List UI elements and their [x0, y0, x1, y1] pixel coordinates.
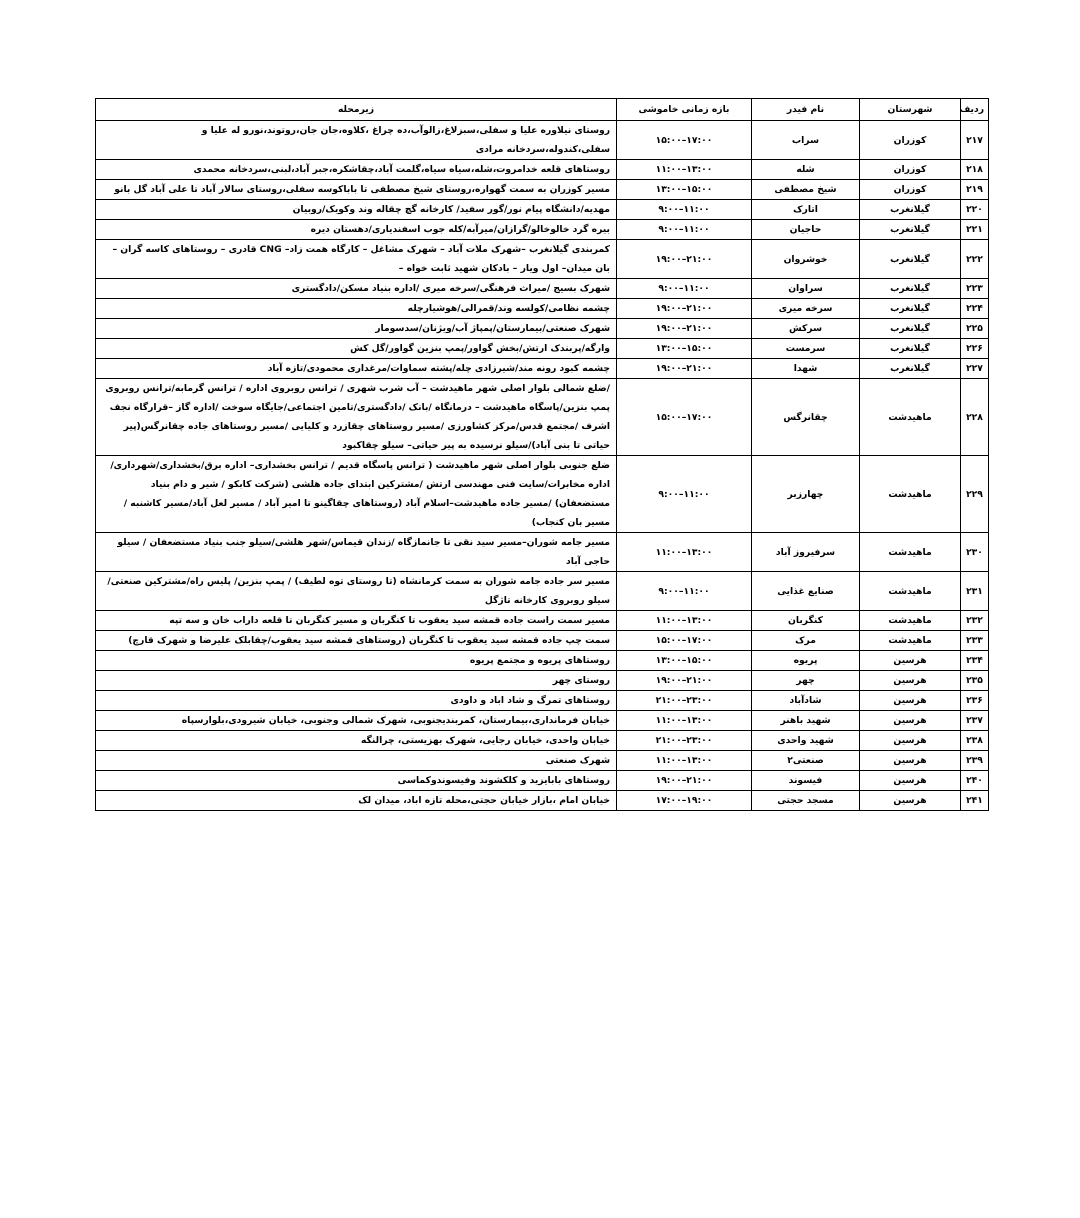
cell-city: هرسین — [860, 771, 961, 791]
cell-feeder: صنایع غذایی — [752, 572, 860, 611]
cell-feeder: پریوه — [752, 651, 860, 671]
cell-city: هرسین — [860, 691, 961, 711]
cell-feeder: مرک — [752, 631, 860, 651]
cell-city: ماهیدشت — [860, 456, 961, 533]
cell-row-number: ۲۱۷ — [961, 121, 989, 160]
cell-row-number: ۲۴۰ — [961, 771, 989, 791]
cell-area: روستاهای تمرگ و شاد اباد و داودی — [96, 691, 617, 711]
cell-area: شهرک بسیج /میراث فرهنگی/سرخه میری /اداره بنیاد مسکن/دادگستری — [96, 279, 617, 299]
table-row — [96, 180, 989, 200]
cell-city: کوزران — [860, 160, 961, 180]
header-feeder: نام فیدر — [752, 99, 860, 121]
cell-outage-time: ۱۹:۰۰–۲۱:۰۰ — [617, 771, 752, 791]
cell-area: خیابان واحدی، خیابان رجایی، شهرک بهزیستی، چرالنگه — [96, 731, 617, 751]
cell-outage-time: ۱۳:۰۰–۱۵:۰۰ — [617, 180, 752, 200]
cell-area: روستای نیلاوره علیا و سفلی،سبزلاغ،زالوآب،ده چراغ ،کلاوه،جان جان،روتوند،نورو له علیا و سفلی،کندوله،سردخانه مرادی — [96, 121, 617, 160]
cell-city: هرسین — [860, 751, 961, 771]
cell-feeder: حاجیان — [752, 220, 860, 240]
cell-row-number: ۲۲۷ — [961, 359, 989, 379]
cell-feeder: مسجد حجتی — [752, 791, 860, 811]
table-row — [96, 456, 989, 533]
cell-feeder: سراب — [752, 121, 860, 160]
cell-city: ماهیدشت — [860, 379, 961, 456]
cell-outage-time: ۱۹:۰۰–۲۱:۰۰ — [617, 299, 752, 319]
outage-schedule-page — [95, 98, 988, 811]
table-row — [96, 220, 989, 240]
cell-area: سمت چپ جاده قمشه سید یعقوب تا کنگربان (روستاهای قمشه سید یعقوب/چقابلک علیرضا و شهرک قارچ) — [96, 631, 617, 651]
cell-row-number: ۲۲۹ — [961, 456, 989, 533]
header-outage-time: بازه زمانی خاموشی — [617, 99, 752, 121]
cell-outage-time: ۱۳:۰۰–۱۵:۰۰ — [617, 339, 752, 359]
cell-area: شهرک صنعتی — [96, 751, 617, 771]
cell-row-number: ۲۳۵ — [961, 671, 989, 691]
table-row — [96, 731, 989, 751]
cell-city: هرسین — [860, 651, 961, 671]
table-row — [96, 691, 989, 711]
table-row — [96, 771, 989, 791]
cell-feeder: شهدا — [752, 359, 860, 379]
cell-feeder: سرمست — [752, 339, 860, 359]
cell-area: کمربندی گیلانغرب –شهرک ملات آباد – شهرک مشاغل – کارگاه همت زاد– CNG قادری – روستاهای کاسه گران – بان میدان– اول ویار – بادکان شهید ثابت خواه – — [96, 240, 617, 279]
cell-area: بیره گرد خالوخالو/گرازان/میرآبه/کله جوب اسفندیاری/دهستان دیره — [96, 220, 617, 240]
table-row — [96, 671, 989, 691]
cell-feeder: شله — [752, 160, 860, 180]
cell-area: /ضلع شمالی بلوار اصلی شهر ماهیدشت – آب شرب شهری / ترانس روبروی اداره / ترانس گرمابه/ترانس روبروی پمپ بنزین/پاسگاه ماهیدشت – درمانگاه /بانک /دادگستری/تامین اجتماعی/جایگاه سوخت /اداره گاز –قرارگاه نجف اشرف /مجتمع قدس/مرکز کشاورزی /مسیر روستاهای چقازرد و کلیایی /مسیر روستاهای جاده چقانرگس(پیر حیاتی تا بنی آباد)/سیلو نرسیده به پیر حیاتی– سیلو چقاکبود — [96, 379, 617, 456]
cell-outage-time: ۹:۰۰–۱۱:۰۰ — [617, 279, 752, 299]
cell-outage-time: ۱۱:۰۰–۱۳:۰۰ — [617, 160, 752, 180]
table-row — [96, 200, 989, 220]
table-row — [96, 572, 989, 611]
cell-row-number: ۲۲۲ — [961, 240, 989, 279]
cell-city: ماهیدشت — [860, 533, 961, 572]
cell-outage-time: ۹:۰۰–۱۱:۰۰ — [617, 456, 752, 533]
cell-outage-time: ۱۵:۰۰–۱۷:۰۰ — [617, 379, 752, 456]
cell-feeder: چقانرگس — [752, 379, 860, 456]
cell-row-number: ۲۳۴ — [961, 651, 989, 671]
cell-area: روستاهای قلعه خدامروت،شله،سیاه سیاه،گلمت آباد،چقاشکره،جبر آباد،لبنی،سردخانه محمدی — [96, 160, 617, 180]
cell-area: مسیر سر جاده جامه شوران به سمت کرمانشاه (تا روستای توه لطیف) / پمپ بنزین/ پلیس راه/مشترکین صنعتی/سیلو روبروی کارخانه تاژگل — [96, 572, 617, 611]
cell-city: گیلانغرب — [860, 279, 961, 299]
cell-feeder: سرکش — [752, 319, 860, 339]
cell-outage-time: ۱۹:۰۰–۲۱:۰۰ — [617, 359, 752, 379]
table-row — [96, 240, 989, 279]
cell-feeder: چهر — [752, 671, 860, 691]
cell-feeder: سرفیروز آباد — [752, 533, 860, 572]
cell-city: گیلانغرب — [860, 200, 961, 220]
cell-city: گیلانغرب — [860, 339, 961, 359]
table-row — [96, 299, 989, 319]
cell-area: مسیر جامه شوران–مسیر سید نقی تا جانمازگاه /زندان قیماس/شهر هلشی/سیلو جنب بنیاد مستضعفان / سیلو حاجی آباد — [96, 533, 617, 572]
cell-area: مهدیه/دانشگاه پیام نور/گور سفید/ کارخانه گچ چقاله وند وکویک/روبیان — [96, 200, 617, 220]
cell-feeder: اتارک — [752, 200, 860, 220]
cell-row-number: ۲۲۰ — [961, 200, 989, 220]
cell-city: گیلانغرب — [860, 359, 961, 379]
cell-city: گیلانغرب — [860, 319, 961, 339]
cell-area: روستای چهر — [96, 671, 617, 691]
table-row — [96, 121, 989, 160]
cell-row-number: ۲۲۳ — [961, 279, 989, 299]
header-row-number: ردیف — [961, 99, 989, 121]
cell-outage-time: ۱۱:۰۰–۱۳:۰۰ — [617, 711, 752, 731]
cell-city: ماهیدشت — [860, 572, 961, 611]
cell-outage-time: ۱۳:۰۰–۱۵:۰۰ — [617, 651, 752, 671]
cell-outage-time: ۹:۰۰–۱۱:۰۰ — [617, 572, 752, 611]
cell-city: گیلانغرب — [860, 299, 961, 319]
cell-outage-time: ۱۷:۰۰–۱۹:۰۰ — [617, 791, 752, 811]
cell-row-number: ۲۳۶ — [961, 691, 989, 711]
table-row — [96, 791, 989, 811]
cell-city: هرسین — [860, 671, 961, 691]
table-body — [96, 121, 989, 811]
cell-feeder: شیخ مصطفی — [752, 180, 860, 200]
cell-area: وارگه/پربندک ارتش/بخش گواور/پمپ بنزین گواور/گل کش — [96, 339, 617, 359]
cell-outage-time: ۱۵:۰۰–۱۷:۰۰ — [617, 121, 752, 160]
header-city: شهرستان — [860, 99, 961, 121]
cell-feeder: شهید واحدی — [752, 731, 860, 751]
table-row — [96, 160, 989, 180]
cell-outage-time: ۹:۰۰–۱۱:۰۰ — [617, 220, 752, 240]
table-row — [96, 339, 989, 359]
cell-area: مسیر سمت راست جاده قمشه سید یعقوب تا کنگربان و مسیر کنگربان تا قلعه داراب خان و سه تپه — [96, 611, 617, 631]
table-row — [96, 611, 989, 631]
cell-feeder: سرخه میری — [752, 299, 860, 319]
cell-outage-time: ۱۹:۰۰–۲۱:۰۰ — [617, 240, 752, 279]
cell-city: کوزران — [860, 121, 961, 160]
cell-outage-time: ۲۱:۰۰–۲۳:۰۰ — [617, 691, 752, 711]
cell-area: خیابان فرمانداری،بیمارستان، کمربندیجنوبی، شهرک شمالی وجنوبی، خیابان شیرودی،بلوارسپاه — [96, 711, 617, 731]
cell-outage-time: ۱۹:۰۰–۲۱:۰۰ — [617, 671, 752, 691]
table-row — [96, 379, 989, 456]
table-row — [96, 631, 989, 651]
cell-area: شهرک صنعتی/بیمارستان/پمپاژ آب/ویژنان/سدسومار — [96, 319, 617, 339]
cell-outage-time: ۱۱:۰۰–۱۳:۰۰ — [617, 533, 752, 572]
table-row — [96, 533, 989, 572]
cell-outage-time: ۱۹:۰۰–۲۱:۰۰ — [617, 319, 752, 339]
cell-outage-time: ۱۱:۰۰–۱۳:۰۰ — [617, 751, 752, 771]
cell-row-number: ۲۳۹ — [961, 751, 989, 771]
cell-outage-time: ۹:۰۰–۱۱:۰۰ — [617, 200, 752, 220]
cell-feeder: فیسوند — [752, 771, 860, 791]
cell-row-number: ۲۲۸ — [961, 379, 989, 456]
cell-feeder: کنگربان — [752, 611, 860, 631]
cell-outage-time: ۱۵:۰۰–۱۷:۰۰ — [617, 631, 752, 651]
cell-row-number: ۲۳۱ — [961, 572, 989, 611]
cell-row-number: ۲۱۸ — [961, 160, 989, 180]
cell-feeder: شهید باهنر — [752, 711, 860, 731]
cell-city: کوزران — [860, 180, 961, 200]
cell-row-number: ۲۱۹ — [961, 180, 989, 200]
cell-feeder: صنعتی۲ — [752, 751, 860, 771]
cell-city: ماهیدشت — [860, 631, 961, 651]
cell-row-number: ۲۳۸ — [961, 731, 989, 751]
cell-row-number: ۲۳۰ — [961, 533, 989, 572]
cell-area: چشمه نظامی/کولسه وند/قمرالی/هوشیارچله — [96, 299, 617, 319]
cell-city: گیلانغرب — [860, 220, 961, 240]
cell-city: گیلانغرب — [860, 240, 961, 279]
table-row — [96, 279, 989, 299]
cell-city: هرسین — [860, 791, 961, 811]
cell-city: هرسین — [860, 711, 961, 731]
cell-row-number: ۲۲۶ — [961, 339, 989, 359]
cell-city: ماهیدشت — [860, 611, 961, 631]
table-row — [96, 711, 989, 731]
cell-row-number: ۲۳۲ — [961, 611, 989, 631]
table-row — [96, 751, 989, 771]
cell-row-number: ۲۳۳ — [961, 631, 989, 651]
cell-area: مسیر کوزران به سمت گهواره،روستای شیخ مصطفی تا باباکوسه سفلی،روستای سالار آباد تا علی آباد گل بانو — [96, 180, 617, 200]
cell-row-number: ۲۳۷ — [961, 711, 989, 731]
table-header-row — [96, 99, 989, 121]
cell-row-number: ۲۲۴ — [961, 299, 989, 319]
outage-schedule-table — [95, 98, 989, 811]
cell-area: روستاهای پریوه و مجتمع پریوه — [96, 651, 617, 671]
table-row — [96, 319, 989, 339]
cell-city: هرسین — [860, 731, 961, 751]
cell-area: ضلع جنوبی بلوار اصلی شهر ماهیدشت ( ترانس پاسگاه قدیم / ترانس بخشداری– اداره برق/بخشداری/شهرداری/اداره مخابرات/سایت فنی مهندسی ارتش /مشترکین ابتدای جاده هلشی (شرکت کابکو / شیر و دام بنیاد مستضعفان) /مسیر جاده ماهیدشت–اسلام آباد (روستاهای چقاگینو تا امیر آباد / مسیر لعل آباد/مسیر کاشنبه / مسیر بان کنجاب) — [96, 456, 617, 533]
table-row — [96, 359, 989, 379]
cell-outage-time: ۱۱:۰۰–۱۳:۰۰ — [617, 611, 752, 631]
cell-feeder: چهارزبر — [752, 456, 860, 533]
cell-feeder: سراوان — [752, 279, 860, 299]
cell-row-number: ۲۲۱ — [961, 220, 989, 240]
header-area: زیرمحله — [96, 99, 617, 121]
cell-area: روستاهای بابایزید و کلکشوند وفیسوندوکماسی — [96, 771, 617, 791]
table-row — [96, 651, 989, 671]
cell-row-number: ۲۴۱ — [961, 791, 989, 811]
cell-feeder: خوشروان — [752, 240, 860, 279]
cell-area: چشمه کبود رونه مند/شیرزادی چله/پشته سماوات/مرغداری محمودی/تازه آباد — [96, 359, 617, 379]
cell-row-number: ۲۲۵ — [961, 319, 989, 339]
cell-outage-time: ۲۱:۰۰–۲۳:۰۰ — [617, 731, 752, 751]
cell-feeder: شادآباد — [752, 691, 860, 711]
cell-area: خیابان امام ،بازار خیابان حجتی،محله تازه اباد، میدان لک — [96, 791, 617, 811]
